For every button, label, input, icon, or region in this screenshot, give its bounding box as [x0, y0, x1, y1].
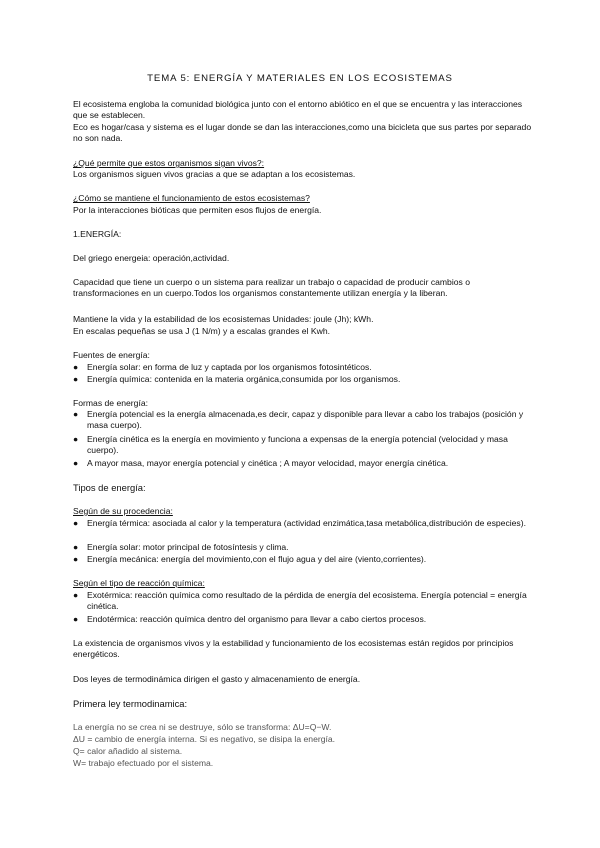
forms-heading: Formas de energía: — [73, 398, 148, 408]
types-heading: Tipos de energía: — [73, 482, 146, 493]
energy-units-1: Mantiene la vida y la estabilidad de los ecosistemas Unidades: joule (Jh); kWh. — [73, 314, 374, 324]
question-2-answer: Por la interacciones bióticas que permiten esos flujos de energía. — [73, 205, 322, 215]
first-law-line-3: Q= calor añadido al sistema. — [73, 746, 183, 756]
question-2-heading: ¿Cómo se mantiene el funcionamiento de estos ecosistemas? — [73, 193, 310, 203]
page-title: TEMA 5: ENERGÍA Y MATERIALES EN LOS ECOSISTEMAS — [147, 73, 453, 84]
by-origin-heading: Según de su procedencia: — [73, 506, 173, 516]
question-1-heading: ¿Qué permite que estos organismos sigan vivos?: — [73, 158, 265, 168]
intro-paragraph-1: El ecosistema engloba la comunidad biológica junto con el entorno abiótico en el que se encuentra y las interacciones que se establecen. — [73, 99, 523, 120]
question-1-answer: Los organismos siguen vivos gracias a que se adaptan a los ecosistemas. — [73, 169, 356, 179]
sources-heading: Fuentes de energía: — [73, 350, 150, 360]
list-item: ● Energía solar: motor principal de fotosíntesis y clima. — [73, 542, 289, 552]
list-item: ● Energía química: contenida en la materia orgánica,consumida por los organismos. — [73, 374, 401, 384]
bullet-icon: ● — [73, 409, 79, 419]
bullet-icon: ● — [73, 590, 79, 600]
bullet-icon: ● — [73, 542, 79, 552]
list-item: ● Energía potencial es la energía almacenada,es decir, capaz y disponible para llevar a cabo los trabajos (posición y masa cuerpo). — [73, 409, 524, 430]
list-item: ● Energía cinética es la energía en movimiento y funciona a expensas de la energía potencial (velocidad y masa cuerpo). — [73, 434, 508, 455]
list-item: ● Energía mecánica: energía del movimiento,con el flujo agua y del aire (viento,corrientes). — [73, 554, 427, 564]
first-law-line-4: W= trabajo efectuado por el sistema. — [73, 758, 214, 768]
laws-paragraph: Dos leyes de termodinámica dirigen el gasto y almacenamiento de energía. — [73, 674, 361, 684]
bullet-icon: ● — [73, 518, 79, 528]
first-law-heading: Primera ley termodinamica: — [73, 698, 188, 709]
bullet-icon: ● — [73, 554, 79, 564]
section-energy-heading: 1.ENERGÍA: — [73, 229, 122, 239]
bullet-icon: ● — [73, 434, 79, 444]
list-item: ● A mayor masa, mayor energía potencial y cinética ; A mayor velocidad, mayor energía cinética. — [73, 458, 449, 468]
first-law-line-2: ΔU = cambio de energía interna. Si es negativo, se disipa la energía. — [73, 734, 336, 744]
energy-origin: Del griego energeia: operación,actividad. — [73, 253, 230, 263]
list-item: ● Endotérmica: reacción química dentro del organismo para llevar a cabo ciertos procesos. — [73, 614, 427, 624]
principles-paragraph: La existencia de organismos vivos y la estabilidad y funcionamiento de los ecosistemas están regidos por principios energéticos. — [73, 638, 514, 659]
list-item: ● Energía térmica: asociada al calor y la temperatura (actividad enzimática,tasa metabólica,distribución de especies). — [73, 518, 526, 528]
bullet-icon: ● — [73, 374, 79, 384]
bullet-icon: ● — [73, 614, 79, 624]
intro-paragraph-2: Eco es hogar/casa y sistema es el lugar donde se dan las interacciones,como una bicicleta que sus partes por separado no son nada. — [73, 122, 532, 143]
list-item: ● Exotérmica: reacción química como resultado de la pérdida de energía del ecosistema. Energía potencial = energía cinética. — [73, 590, 527, 611]
bullet-icon: ● — [73, 362, 79, 372]
energy-definition: Capacidad que tiene un cuerpo o un sistema para realizar un trabajo o capacidad de producir cambios o transformaciones en un cuerpo.Todos los organismos constantemente utilizan energía y la liberan. — [73, 277, 470, 298]
bullet-icon: ● — [73, 458, 79, 468]
list-item: ● Energía solar: en forma de luz y captada por los organismos fotosintéticos. — [73, 362, 372, 372]
first-law-line-1: La energía no se crea ni se destruye, sólo se transforma: ΔU=Q−W. — [73, 722, 332, 732]
by-reaction-heading: Según el tipo de reacción química: — [73, 578, 205, 588]
energy-units-2: En escalas pequeñas se usa J (1 N/m) y a escalas grandes el Kwh. — [73, 326, 330, 336]
